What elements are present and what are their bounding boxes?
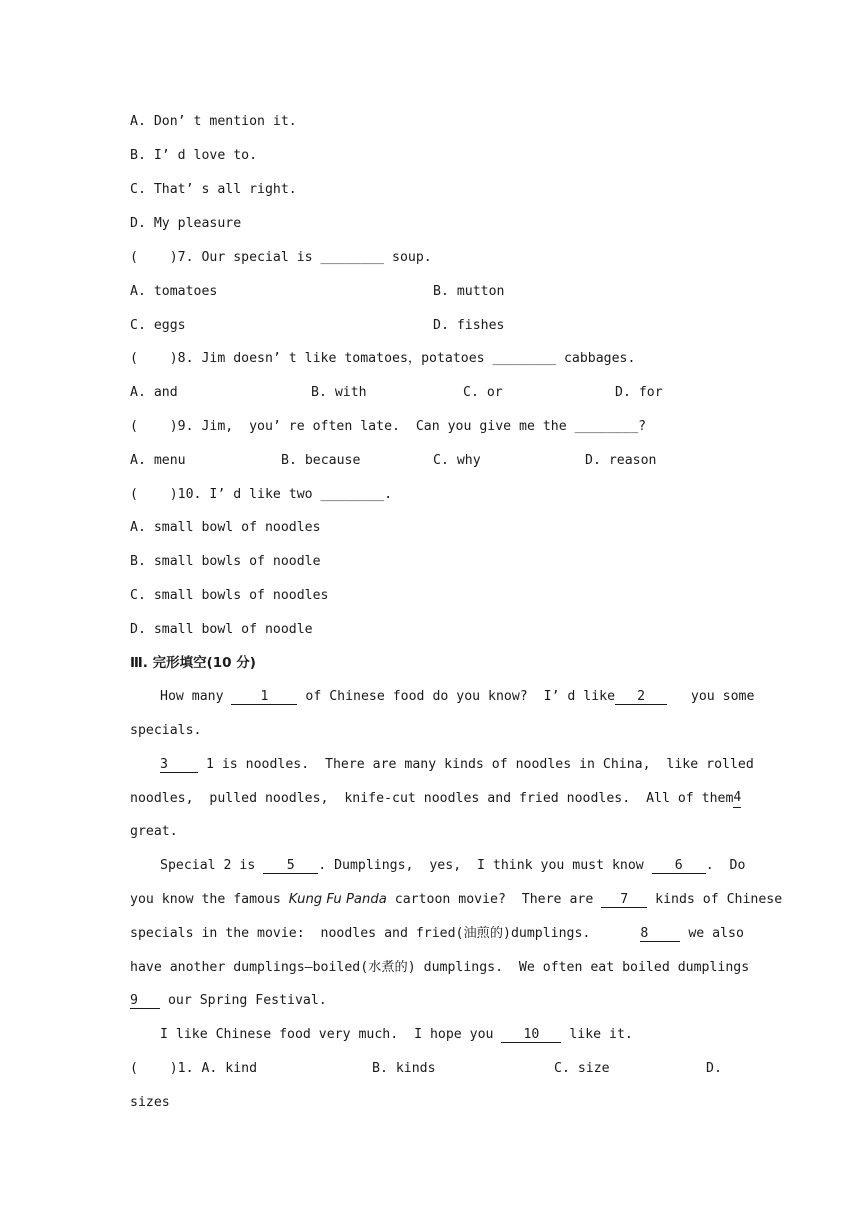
passage-p3-line1: [130, 857, 746, 875]
passage-p2-line3: great.: [130, 824, 178, 839]
cloze-q1-option-b: B. kinds: [372, 1061, 436, 1076]
text: our Spring Festival.: [160, 993, 327, 1008]
section-3-heading: Ⅲ. 完形填空(10 分): [130, 655, 256, 671]
blank-3: 3: [160, 757, 198, 773]
q9-stem: ( )9. Jim, you’ re often late. Can you give me the ________?: [130, 419, 647, 434]
passage-p3-line5: [130, 992, 730, 1010]
text: I like Chinese food very much. I hope you: [160, 1027, 502, 1042]
text: like it.: [561, 1027, 633, 1042]
blank-8: 8: [640, 926, 680, 942]
q9-option-d: D. reason: [585, 453, 657, 468]
q8-option-d: D. for: [615, 385, 663, 400]
q6-option-c: C. That’ s all right.: [130, 182, 297, 197]
blank-6: 6: [652, 858, 706, 874]
passage-p4-line1: [130, 1026, 730, 1044]
passage-p3-line2: [130, 891, 783, 909]
q10-option-a: A. small bowl of noodles: [130, 520, 321, 535]
text: . Dumplings, yes, I think you must know: [318, 858, 652, 873]
movie-title: Kung Fu Panda: [288, 892, 387, 907]
q9-option-a: A. menu: [130, 453, 186, 468]
blank-9: 9: [130, 993, 160, 1009]
text: cartoon movie? There are: [386, 892, 602, 907]
passage-p3-line3: [130, 925, 744, 943]
q8-stem: ( )8. Jim doesn’ t like tomatoes，potatoes ________ cabbages.: [130, 351, 636, 366]
blank-4: 4: [733, 790, 741, 808]
q10-option-d: D. small bowl of noodle: [130, 622, 313, 637]
passage-p3-line4: have another dumplings—boiled(水煮的) dumplings. We often eat boiled dumplings: [130, 960, 750, 975]
text: Special 2 is: [160, 858, 264, 873]
text: 1 is noodles. There are many kinds of noodles in China, like rolled: [198, 757, 754, 772]
q9-option-c: C. why: [433, 453, 481, 468]
q7-option-c: C. eggs: [130, 318, 186, 333]
blank-7: 7: [601, 892, 647, 908]
q9-option-b: B. because: [281, 453, 361, 468]
q6-option-d: D. My pleasure: [130, 216, 242, 231]
q6-option-a: A. Don’ t mention it.: [130, 114, 297, 129]
text: you some: [690, 689, 755, 704]
blank-2: 2: [615, 689, 667, 705]
text: we also: [688, 926, 744, 941]
text: specials in the movie: noodles and fried(油煎的)dumplings.: [130, 926, 591, 941]
blank-10: 10: [501, 1027, 561, 1043]
blank-5: 5: [263, 858, 318, 874]
q7-stem: ( )7. Our special is ________ soup.: [130, 250, 432, 265]
cloze-q1-option-d-cont: sizes: [130, 1095, 170, 1110]
text: kinds of Chinese: [647, 892, 783, 907]
text: you know the famous: [130, 892, 289, 907]
q7-option-b: B. mutton: [433, 284, 505, 299]
q7-option-a: A. tomatoes: [130, 284, 218, 299]
passage-p2-line1: [130, 756, 754, 774]
q8-option-b: B. with: [311, 385, 367, 400]
passage-p1-line1: [130, 688, 755, 706]
passage-p1-line2: specials.: [130, 723, 202, 738]
cloze-q1-option-d: D.: [706, 1061, 722, 1076]
q6-option-b: B. I’ d love to.: [130, 148, 258, 163]
text: noodles, pulled noodles, knife-cut noodles and fried noodles. All of them: [130, 791, 734, 806]
text: . Do: [705, 858, 746, 873]
passage-p2-line2: [130, 790, 742, 808]
cloze-q1-stem: ( )1. A. kind: [130, 1061, 258, 1076]
q7-option-d: D. fishes: [433, 318, 505, 333]
text: of Chinese food do you know? I’ d like: [297, 689, 616, 704]
q10-option-b: B. small bowls of noodle: [130, 554, 321, 569]
cloze-q1-option-c: C. size: [554, 1061, 610, 1076]
blank-1: 1: [231, 689, 297, 705]
q8-option-a: A. and: [130, 385, 178, 400]
q8-option-c: C. or: [463, 385, 503, 400]
q10-stem: ( )10. I’ d like two ________.: [130, 487, 393, 502]
text: How many: [160, 689, 232, 704]
q10-option-c: C. small bowls of noodles: [130, 588, 329, 603]
